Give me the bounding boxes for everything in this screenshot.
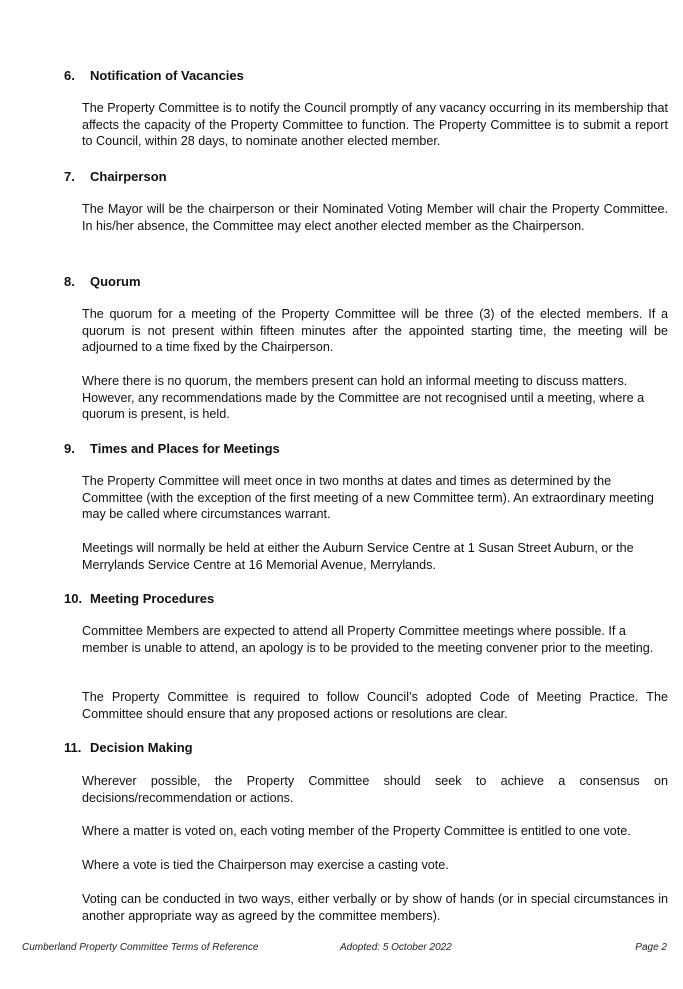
section-number: 7. xyxy=(64,169,75,184)
paragraph: The Property Committee is to notify the Council promptly of any vacancy occurring in its membership that affects the capacity of the Property Committee to function. The Property Committee is to submit a report to Council, within 28 days, to nominate another elected member. xyxy=(82,101,668,149)
section-title: Meeting Procedures xyxy=(90,591,215,606)
paragraph: Meetings will normally be held at either the Auburn Service Centre at 1 Susan Street Auburn, or the Merrylands Service Centre at 16 Memorial Avenue, Merrylands. xyxy=(82,541,634,572)
section-heading-7 xyxy=(64,169,167,185)
paragraph: The Property Committee is required to follow Council’s adopted Code of Meeting Practice. The Committee should ensure that any proposed actions or resolutions are clear. xyxy=(82,690,668,721)
section-heading-10 xyxy=(64,591,214,607)
section-heading-8 xyxy=(64,274,141,290)
paragraph: Where a vote is tied the Chairperson may exercise a casting vote. xyxy=(82,858,449,872)
section-title: Times and Places for Meetings xyxy=(90,441,280,456)
section-title: Quorum xyxy=(90,274,141,289)
section-number: 9. xyxy=(64,441,75,456)
section-number: 8. xyxy=(64,274,75,289)
section-title: Notification of Vacancies xyxy=(90,68,244,83)
paragraph: Wherever possible, the Property Committee should seek to achieve a consensus on decisions/recommendation or actions. xyxy=(82,774,668,805)
paragraph: Where there is no quorum, the members present can hold an informal meeting to discuss matters. However, any recommendations made by the Committee are not recognised until a meeting, where a quorum is present, is held. xyxy=(82,374,645,422)
section-title: Decision Making xyxy=(90,740,193,755)
footer-document-title: Cumberland Property Committee Terms of Reference xyxy=(22,942,259,953)
section-heading-9 xyxy=(64,441,280,457)
paragraph: The Mayor will be the chairperson or their Nominated Voting Member will chair the Property Committee. In his/her absence, the Committee may elect another elected member as the Chairperson. xyxy=(82,202,668,233)
footer-page-number: Page 2 xyxy=(635,942,667,953)
paragraph: The Property Committee will meet once in two months at dates and times as determined by the Committee (with the exception of the first meeting of a new Committee term). An extraordinary meeting may be called where circumstances warrant. xyxy=(82,474,654,522)
section-title: Chairperson xyxy=(90,169,167,184)
section-number: 6. xyxy=(64,68,75,83)
section-heading-6 xyxy=(64,68,244,84)
section-heading-11 xyxy=(64,740,193,756)
paragraph: Where a matter is voted on, each voting member of the Property Committee is entitled to one vote. xyxy=(82,824,631,838)
section-number: 10. xyxy=(64,591,83,606)
footer-adopted-date: Adopted: 5 October 2022 xyxy=(340,942,452,953)
paragraph: The quorum for a meeting of the Property Committee will be three (3) of the elected members. If a quorum is not present within fifteen minutes after the appointed starting time, the meeting will be adjourned to a time fixed by the Chairperson. xyxy=(82,307,668,355)
section-number: 11. xyxy=(64,740,82,755)
paragraph: Committee Members are expected to attend all Property Committee meetings where possible. If a member is unable to attend, an apology is to be provided to the meeting convener prior to the meeting. xyxy=(82,624,654,655)
paragraph: Voting can be conducted in two ways, either verbally or by show of hands (or in special circumstances in another appropriate way as agreed by the committee members). xyxy=(82,892,668,923)
